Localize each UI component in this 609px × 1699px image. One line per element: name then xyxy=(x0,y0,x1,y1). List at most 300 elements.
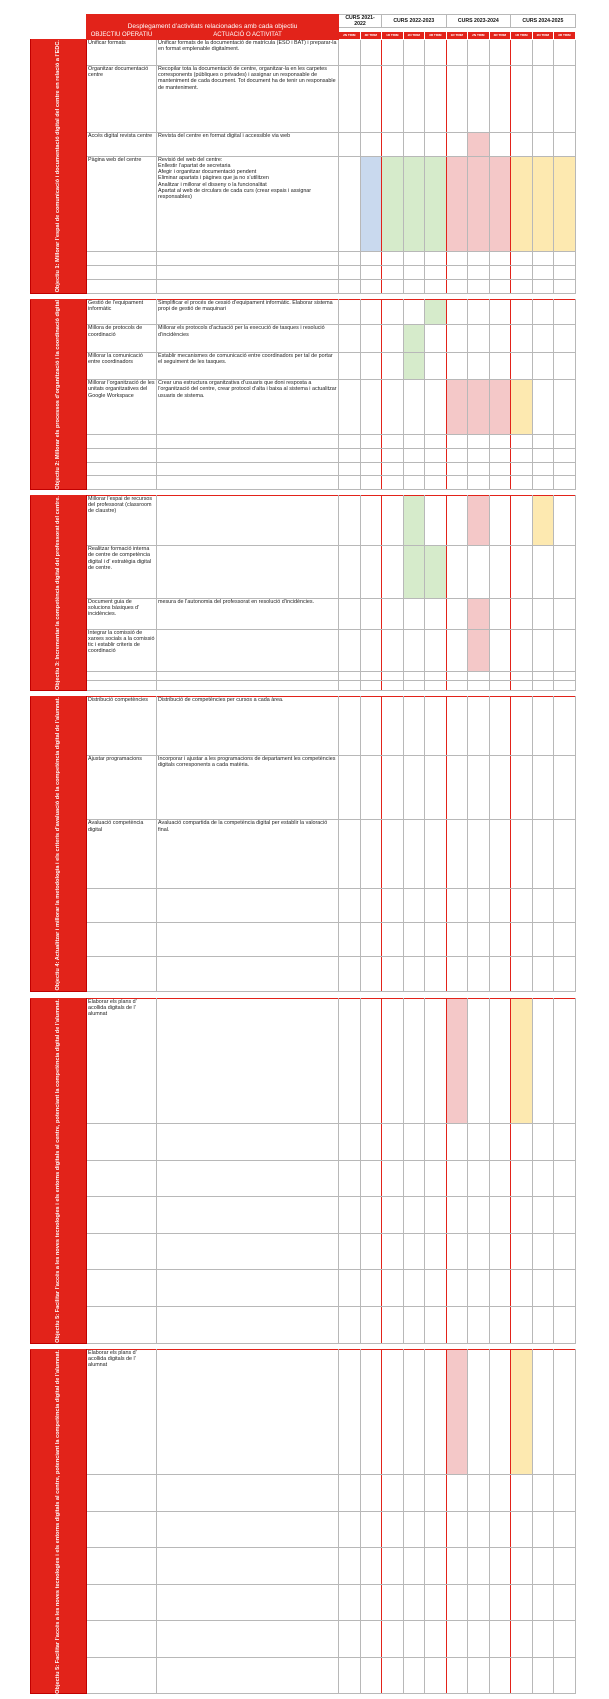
timeline-cell xyxy=(554,820,576,889)
empty-cell xyxy=(446,1197,468,1234)
empty-cell xyxy=(87,449,157,463)
empty-cell xyxy=(157,1160,339,1197)
empty-cell xyxy=(532,252,554,266)
empty-cell xyxy=(403,1124,425,1161)
empty-cell xyxy=(339,1621,361,1658)
empty-cell xyxy=(382,1511,404,1548)
timeline-cell xyxy=(446,546,468,599)
empty-cell xyxy=(511,279,533,293)
timeline-cell xyxy=(489,998,511,1123)
empty-cell xyxy=(157,888,339,922)
timeline-cell xyxy=(554,496,576,546)
timeline-cell xyxy=(532,546,554,599)
empty-cell xyxy=(382,279,404,293)
timeline-cell xyxy=(554,998,576,1123)
operational-objective: Realitzar formació interna de centre de competència digital i d’ estratègia digital de centre. xyxy=(87,546,157,599)
timeline-cell xyxy=(468,380,490,435)
timeline-cell xyxy=(382,157,404,252)
empty-cell xyxy=(87,1124,157,1161)
empty-cell xyxy=(554,1657,576,1694)
table-row xyxy=(31,1511,576,1548)
course-header: CURS 2023-2024 xyxy=(446,15,511,28)
timeline-cell xyxy=(425,546,447,599)
objective-label: Objectiu 4: Actualitzar i millorar la metodologia i els criteris d’avaluació de la competència digital de l’alumnat. xyxy=(55,697,62,991)
timeline-cell xyxy=(425,820,447,889)
empty-cell xyxy=(360,923,382,957)
empty-cell xyxy=(554,1233,576,1270)
timeline-cell xyxy=(511,1349,533,1474)
empty-cell xyxy=(468,1306,490,1343)
empty-cell xyxy=(489,1584,511,1621)
timeline-cell xyxy=(360,820,382,889)
empty-cell xyxy=(511,476,533,490)
empty-cell xyxy=(382,435,404,449)
timeline-cell xyxy=(511,820,533,889)
empty-cell xyxy=(468,957,490,991)
timeline-cell xyxy=(382,697,404,756)
empty-cell xyxy=(425,265,447,279)
timeline-cell xyxy=(403,496,425,546)
empty-cell xyxy=(157,1474,339,1511)
operational-objective: Elaborar els plans d’ acollida digitals de l’ alumnat xyxy=(87,1349,157,1474)
table-row xyxy=(31,325,576,352)
timeline-cell xyxy=(532,380,554,435)
empty-cell xyxy=(382,449,404,463)
operational-objective: Integrar la comissió de xarxes socials a la comissió tic i establir criteris de coordinació xyxy=(87,629,157,671)
timeline-cell xyxy=(511,325,533,352)
empty-cell xyxy=(360,1584,382,1621)
objective-label: Objectiu 2: Millorar els processos d’organització i la coordinació digital xyxy=(55,299,62,490)
activity-description: Simplificar el procés de cessió d’equipament informàtic. Elaborar sistema propi de gestió de maquinari xyxy=(157,299,339,325)
empty-cell xyxy=(87,1657,157,1694)
timeline-cell xyxy=(532,1349,554,1474)
trim-header: 3R TRIM xyxy=(360,32,382,40)
timeline-cell xyxy=(425,352,447,379)
empty-cell xyxy=(554,671,576,681)
timeline-cell xyxy=(360,629,382,671)
empty-cell xyxy=(339,265,361,279)
timeline-cell xyxy=(339,496,361,546)
table-row xyxy=(31,449,576,463)
empty-cell xyxy=(157,462,339,476)
empty-cell xyxy=(403,1584,425,1621)
timeline-cell xyxy=(382,546,404,599)
empty-cell xyxy=(403,1160,425,1197)
table-row xyxy=(31,40,576,66)
timeline-cell xyxy=(360,546,382,599)
empty-cell xyxy=(360,265,382,279)
empty-cell xyxy=(403,681,425,691)
empty-cell xyxy=(425,1160,447,1197)
timeline-cell xyxy=(511,546,533,599)
timeline-cell xyxy=(489,157,511,252)
empty-cell xyxy=(425,279,447,293)
empty-cell xyxy=(360,435,382,449)
empty-cell xyxy=(360,1474,382,1511)
table-row xyxy=(31,157,576,252)
empty-cell xyxy=(554,462,576,476)
activities-table xyxy=(30,14,576,1699)
empty-cell xyxy=(511,957,533,991)
empty-cell xyxy=(403,252,425,266)
empty-cell xyxy=(554,279,576,293)
empty-cell xyxy=(425,435,447,449)
operational-objective: Millorar l’organització de les unitats organitzatives del Google Workspace xyxy=(87,380,157,435)
empty-cell xyxy=(360,888,382,922)
timeline-cell xyxy=(382,66,404,133)
timeline-cell xyxy=(425,325,447,352)
timeline-cell xyxy=(468,299,490,325)
timeline-cell xyxy=(403,546,425,599)
table-row xyxy=(31,1270,576,1307)
empty-cell xyxy=(468,1657,490,1694)
empty-cell xyxy=(157,1657,339,1694)
empty-cell xyxy=(425,681,447,691)
empty-cell xyxy=(339,1270,361,1307)
empty-cell xyxy=(403,671,425,681)
empty-cell xyxy=(157,1233,339,1270)
timeline-cell xyxy=(468,599,490,630)
course-header: CURS 2021-2022 xyxy=(339,15,382,28)
table-row xyxy=(31,755,576,820)
timeline-cell xyxy=(532,629,554,671)
timeline-cell xyxy=(511,755,533,820)
table-row xyxy=(31,599,576,630)
empty-cell xyxy=(425,888,447,922)
section-gap xyxy=(31,991,576,998)
timeline-cell xyxy=(446,352,468,379)
empty-cell xyxy=(468,1197,490,1234)
empty-cell xyxy=(489,1621,511,1658)
empty-cell xyxy=(532,476,554,490)
empty-cell xyxy=(360,252,382,266)
timeline-cell xyxy=(339,325,361,352)
timeline-cell xyxy=(446,157,468,252)
timeline-cell xyxy=(489,40,511,66)
timeline-cell xyxy=(382,629,404,671)
timeline-cell xyxy=(511,40,533,66)
timeline-cell xyxy=(382,599,404,630)
empty-cell xyxy=(446,1584,468,1621)
empty-cell xyxy=(87,671,157,681)
objective-label-cell xyxy=(31,697,87,992)
empty-cell xyxy=(554,435,576,449)
trim-header: 3R TRIM xyxy=(425,32,447,40)
empty-cell xyxy=(489,923,511,957)
operational-objective: Distribució competències xyxy=(87,697,157,756)
empty-cell xyxy=(511,1233,533,1270)
empty-cell xyxy=(87,1306,157,1343)
activity-description xyxy=(157,1349,339,1474)
timeline-cell xyxy=(489,1349,511,1474)
empty-cell xyxy=(446,1511,468,1548)
empty-cell xyxy=(403,476,425,490)
table-row xyxy=(31,279,576,293)
empty-cell xyxy=(468,435,490,449)
empty-cell xyxy=(339,1657,361,1694)
timeline-cell xyxy=(425,157,447,252)
empty-cell xyxy=(446,923,468,957)
empty-cell xyxy=(87,279,157,293)
empty-cell xyxy=(360,1233,382,1270)
timeline-cell xyxy=(382,496,404,546)
empty-cell xyxy=(489,1474,511,1511)
empty-cell xyxy=(511,1621,533,1658)
timeline-cell xyxy=(446,697,468,756)
course-header: CURS 2022-2023 xyxy=(382,15,447,28)
empty-cell xyxy=(157,1306,339,1343)
timeline-cell xyxy=(532,133,554,157)
timeline-cell xyxy=(468,352,490,379)
empty-cell xyxy=(489,957,511,991)
empty-cell xyxy=(339,671,361,681)
timeline-cell xyxy=(382,755,404,820)
timeline-cell xyxy=(446,998,468,1123)
empty-cell xyxy=(489,476,511,490)
empty-cell xyxy=(382,1474,404,1511)
empty-cell xyxy=(468,1584,490,1621)
empty-cell xyxy=(532,1657,554,1694)
empty-cell xyxy=(339,435,361,449)
timeline-cell xyxy=(425,299,447,325)
empty-cell xyxy=(468,923,490,957)
timeline-cell xyxy=(554,352,576,379)
table-row xyxy=(31,462,576,476)
empty-cell xyxy=(339,1124,361,1161)
empty-cell xyxy=(360,1160,382,1197)
empty-cell xyxy=(511,1584,533,1621)
empty-cell xyxy=(403,1474,425,1511)
empty-cell xyxy=(87,1511,157,1548)
empty-cell xyxy=(532,1474,554,1511)
empty-cell xyxy=(403,435,425,449)
empty-cell xyxy=(339,1233,361,1270)
empty-cell xyxy=(489,1197,511,1234)
empty-cell xyxy=(87,1233,157,1270)
timeline-cell xyxy=(554,697,576,756)
table-row xyxy=(31,252,576,266)
timeline-cell xyxy=(468,1349,490,1474)
empty-cell xyxy=(489,1124,511,1161)
objective-label: Objectiu 5: Facilitar l’accés a les noves tecnologies i els entorns digitals al centre, potenciant la competència digital de l’alumnat. xyxy=(55,998,62,1343)
table-row xyxy=(31,133,576,157)
timeline-cell xyxy=(382,325,404,352)
operational-objective: Millora de protocols de coordinació xyxy=(87,325,157,352)
empty-cell xyxy=(157,435,339,449)
timeline-cell xyxy=(425,755,447,820)
empty-cell xyxy=(532,957,554,991)
timeline-cell xyxy=(425,998,447,1123)
empty-cell xyxy=(554,1511,576,1548)
timeline-cell xyxy=(554,599,576,630)
empty-cell xyxy=(489,279,511,293)
table-row xyxy=(31,1621,576,1658)
empty-cell xyxy=(468,449,490,463)
empty-cell xyxy=(425,476,447,490)
empty-cell xyxy=(425,923,447,957)
table-row xyxy=(31,1584,576,1621)
column-header-actuacio: ACTUACIÓ O ACTIVITAT xyxy=(157,32,339,40)
empty-cell xyxy=(87,1584,157,1621)
timeline-cell xyxy=(446,1349,468,1474)
empty-cell xyxy=(157,449,339,463)
empty-cell xyxy=(339,462,361,476)
empty-cell xyxy=(489,671,511,681)
timeline-cell xyxy=(532,299,554,325)
timeline-cell xyxy=(532,157,554,252)
empty-cell xyxy=(87,888,157,922)
timeline-cell xyxy=(554,40,576,66)
empty-cell xyxy=(532,681,554,691)
empty-cell xyxy=(360,957,382,991)
empty-cell xyxy=(468,1511,490,1548)
empty-cell xyxy=(425,1511,447,1548)
timeline-cell xyxy=(425,380,447,435)
timeline-cell xyxy=(489,496,511,546)
table-row xyxy=(31,435,576,449)
trim-header: 2N TRIM xyxy=(339,32,361,40)
empty-cell xyxy=(87,957,157,991)
course-header: CURS 2024-2025 xyxy=(511,15,576,28)
empty-cell xyxy=(339,1474,361,1511)
empty-cell xyxy=(511,1160,533,1197)
empty-cell xyxy=(554,1474,576,1511)
empty-cell xyxy=(403,1548,425,1585)
timeline-cell xyxy=(489,299,511,325)
activity-description xyxy=(157,546,339,599)
empty-cell xyxy=(554,888,576,922)
timeline-cell xyxy=(339,546,361,599)
timeline-cell xyxy=(489,325,511,352)
empty-cell xyxy=(489,265,511,279)
operational-objective: Elaborar els plans d’ acollida digitals de l’ alumnat xyxy=(87,998,157,1123)
empty-cell xyxy=(382,252,404,266)
empty-cell xyxy=(532,888,554,922)
empty-cell xyxy=(157,279,339,293)
trim-header: 2N TRIM xyxy=(403,32,425,40)
empty-cell xyxy=(511,1657,533,1694)
activity-description: Recopilar tota la documentació de centre, organitzar-la en les carpetes corresponents (públiques o privades) i assignar un responsable de manteniment de cada document. Tot document ha de tenir un responsable de manteniment. xyxy=(157,66,339,133)
empty-cell xyxy=(532,1548,554,1585)
table-row xyxy=(31,957,576,991)
empty-cell xyxy=(468,671,490,681)
timeline-cell xyxy=(446,629,468,671)
table-row xyxy=(31,923,576,957)
timeline-cell xyxy=(532,599,554,630)
empty-cell xyxy=(554,681,576,691)
timeline-cell xyxy=(403,998,425,1123)
empty-cell xyxy=(511,435,533,449)
timeline-cell xyxy=(339,380,361,435)
timeline-cell xyxy=(339,998,361,1123)
empty-cell xyxy=(446,1160,468,1197)
empty-cell xyxy=(489,1511,511,1548)
empty-cell xyxy=(446,1270,468,1307)
timeline-cell xyxy=(468,496,490,546)
timeline-cell xyxy=(339,66,361,133)
empty-cell xyxy=(403,265,425,279)
empty-cell xyxy=(360,1124,382,1161)
empty-cell xyxy=(425,1657,447,1694)
empty-cell xyxy=(382,1306,404,1343)
timeline-cell xyxy=(339,299,361,325)
table-row xyxy=(31,1474,576,1511)
empty-cell xyxy=(87,252,157,266)
empty-cell xyxy=(425,1621,447,1658)
timeline-cell xyxy=(446,66,468,133)
objective-label-cell xyxy=(31,496,87,691)
table-row xyxy=(31,352,576,379)
activity-description: mesura de l’autonomia del professorat en resolució d’incidències. xyxy=(157,599,339,630)
empty-cell xyxy=(403,462,425,476)
empty-cell xyxy=(360,449,382,463)
empty-cell xyxy=(489,449,511,463)
empty-cell xyxy=(87,1197,157,1234)
activity-description: Revisió del web del centre: Enllestir l’apartat de secretaria Afegir i organitzar documentació pendent Eliminar apartats i pàgines que ja no s’utilitzen Analitzar i millorar el disseny o la funcionalitat Apartat al web de circulars de cada curs (crear espais i assignar responsables) xyxy=(157,157,339,252)
timeline-cell xyxy=(403,299,425,325)
empty-cell xyxy=(382,1270,404,1307)
empty-cell xyxy=(339,1160,361,1197)
empty-cell xyxy=(468,888,490,922)
empty-cell xyxy=(360,476,382,490)
timeline-cell xyxy=(360,1349,382,1474)
empty-cell xyxy=(157,957,339,991)
timeline-cell xyxy=(339,820,361,889)
empty-cell xyxy=(425,449,447,463)
timeline-cell xyxy=(468,998,490,1123)
timeline-cell xyxy=(382,1349,404,1474)
table-row xyxy=(31,265,576,279)
empty-cell xyxy=(532,449,554,463)
objective-label: Objectiu 1: Millorar l’espai de comunicació i documentació digital del centre en relació a l’EDC. xyxy=(55,40,62,293)
timeline-cell xyxy=(446,380,468,435)
table-title: Desplegament d’activitats relacionades amb cada objectiu xyxy=(87,15,339,32)
timeline-cell xyxy=(360,299,382,325)
timeline-cell xyxy=(360,599,382,630)
timeline-cell xyxy=(446,496,468,546)
timeline-cell xyxy=(403,599,425,630)
empty-cell xyxy=(403,1511,425,1548)
empty-cell xyxy=(382,265,404,279)
empty-cell xyxy=(446,1306,468,1343)
timeline-cell xyxy=(403,1349,425,1474)
table-row xyxy=(31,1124,576,1161)
empty-cell xyxy=(511,681,533,691)
empty-cell xyxy=(403,923,425,957)
timeline-cell xyxy=(468,820,490,889)
timeline-cell xyxy=(511,380,533,435)
empty-cell xyxy=(157,1270,339,1307)
empty-cell xyxy=(511,265,533,279)
empty-cell xyxy=(446,1657,468,1694)
empty-cell xyxy=(532,671,554,681)
empty-cell xyxy=(554,252,576,266)
empty-cell xyxy=(532,1124,554,1161)
table-row xyxy=(31,681,576,691)
empty-cell xyxy=(360,1657,382,1694)
timeline-cell xyxy=(339,1349,361,1474)
timeline-cell xyxy=(425,1349,447,1474)
column-header-objectiu: OBJECTIU OPERATIU xyxy=(87,32,157,40)
timeline-cell xyxy=(554,157,576,252)
empty-cell xyxy=(403,1233,425,1270)
empty-cell xyxy=(468,265,490,279)
timeline-cell xyxy=(403,380,425,435)
empty-cell xyxy=(425,1584,447,1621)
table-row xyxy=(31,1349,576,1474)
timeline-cell xyxy=(468,325,490,352)
timeline-cell xyxy=(425,496,447,546)
